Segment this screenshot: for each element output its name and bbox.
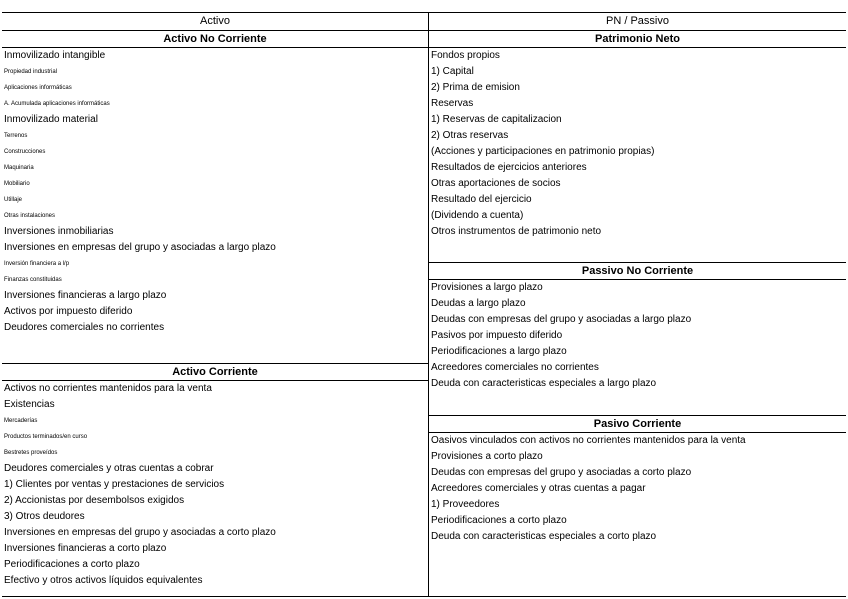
line-item: Resultado del ejercicio — [431, 194, 532, 205]
line-item: Provisiones a corto plazo — [431, 451, 543, 462]
pasivo-no-corriente-section — [429, 262, 846, 392]
line-item: Inmovilizado material — [4, 114, 98, 125]
line-item: Existencias — [4, 399, 55, 410]
line-item: Periodificaciones a largo plazo — [431, 346, 567, 357]
line-item: Inversión financiera a l/p — [4, 261, 70, 267]
line-item: Deudores comerciales y otras cuentas a cobrar — [4, 463, 214, 474]
balance-sheet-table — [2, 12, 846, 597]
activo-corriente-list — [2, 381, 428, 589]
line-item: Otras instalaciones — [4, 213, 56, 219]
pn-pasivo-column — [429, 13, 846, 596]
line-item: Deudores comerciales no corrientes — [4, 322, 165, 333]
line-item: 1) Capital — [431, 66, 474, 77]
activo-no-corriente-title: Activo No Corriente — [2, 31, 428, 48]
line-item: Efectivo y otros activos líquidos equivalentes — [4, 575, 203, 586]
line-item: Inversiones en empresas del grupo y asociadas a largo plazo — [4, 242, 276, 253]
pasivo-no-corriente-list — [429, 280, 846, 392]
line-item: Inversiones en empresas del grupo y asociadas a corto plazo — [4, 527, 276, 538]
line-item: Inmovilizado intangible — [4, 50, 106, 61]
line-item: Productos terminados/en curso — [4, 434, 88, 440]
line-item: Activos por impuesto diferido — [4, 306, 133, 317]
line-item: Resultados de ejercicios anteriores — [431, 162, 587, 173]
line-item: Oasivos vinculados con activos no corrientes mantenidos para la venta — [431, 435, 746, 446]
line-item: 3) Otros deudores — [4, 511, 85, 522]
pasivo-corriente-section — [429, 415, 846, 545]
line-item: Deuda con caracteristicas especiales a largo plazo — [431, 378, 657, 389]
line-item: 2) Accionistas por desembolsos exigidos — [4, 495, 185, 506]
activo-corriente-title: Activo Corriente — [2, 363, 428, 381]
line-item: Terrenos — [4, 133, 28, 139]
line-item: Periodificaciones a corto plazo — [431, 515, 567, 526]
pn-pasivo-header: PN / Passivo — [429, 13, 846, 31]
line-item: Otros instrumentos de patrimonio neto — [431, 226, 602, 237]
line-item: Construcciones — [4, 149, 46, 155]
line-item: Provisiones a largo plazo — [431, 282, 543, 293]
pasivo-corriente-list — [429, 433, 846, 545]
activo-no-corriente-list — [2, 48, 428, 336]
line-item: 1) Reservas de capitalizacion — [431, 114, 562, 125]
pasivo-no-corriente-title: Passivo No Corriente — [429, 262, 846, 280]
activo-corriente-section — [2, 363, 428, 589]
line-item: 1) Proveedores — [431, 499, 500, 510]
line-item: Aplicaciones informáticas — [4, 85, 72, 91]
activo-column — [2, 13, 429, 596]
patrimonio-neto-title: Patrimonio Neto — [429, 31, 846, 48]
line-item: Deudas a largo plazo — [431, 298, 526, 309]
line-item: Inversiones financieras a corto plazo — [4, 543, 167, 554]
line-item: Finanzas constituidas — [4, 277, 62, 283]
line-item: Otras aportaciones de socios — [431, 178, 561, 189]
line-item: Fondos propios — [431, 50, 500, 61]
line-item: (Acciones y participaciones en patrimonio propias) — [431, 146, 655, 157]
line-item: Inversiones financieras a largo plazo — [4, 290, 167, 301]
patrimonio-neto-list — [429, 48, 846, 240]
line-item: (Dividendo a cuenta) — [431, 210, 524, 221]
line-item: A. Acumulada aplicaciones informáticas — [4, 101, 110, 107]
line-item: Mobiliario — [4, 181, 30, 187]
line-item: Maquinaria — [4, 165, 34, 171]
line-item: Reservas — [431, 98, 474, 109]
line-item: Activos no corrientes mantenidos para la venta — [4, 383, 212, 394]
line-item: Deudas con empresas del grupo y asociadas a corto plazo — [431, 467, 692, 478]
line-item: Propiedad industrial — [4, 69, 58, 75]
line-item: Acreedores comerciales y otras cuentas a pagar — [431, 483, 646, 494]
line-item: Mercaderías — [4, 418, 38, 424]
line-item: Acreedores comerciales no corrientes — [431, 362, 599, 373]
line-item: Deudas con empresas del grupo y asociadas a largo plazo — [431, 314, 692, 325]
pasivo-corriente-title: Pasivo Corriente — [429, 415, 846, 433]
line-item: Pasivos por impuesto diferido — [431, 330, 563, 341]
line-item: Inversiones inmobiliarias — [4, 226, 114, 237]
line-item: Utillaje — [4, 197, 23, 203]
line-item: 2) Otras reservas — [431, 130, 509, 141]
line-item: Periodificaciones a corto plazo — [4, 559, 140, 570]
activo-header: Activo — [2, 13, 428, 31]
line-item: Bestretes proveídos — [4, 450, 58, 456]
line-item: Deuda con caracteristicas especiales a corto plazo — [431, 531, 657, 542]
line-item: 2) Prima de emision — [431, 82, 520, 93]
line-item: 1) Clientes por ventas y prestaciones de servicios — [4, 479, 225, 490]
